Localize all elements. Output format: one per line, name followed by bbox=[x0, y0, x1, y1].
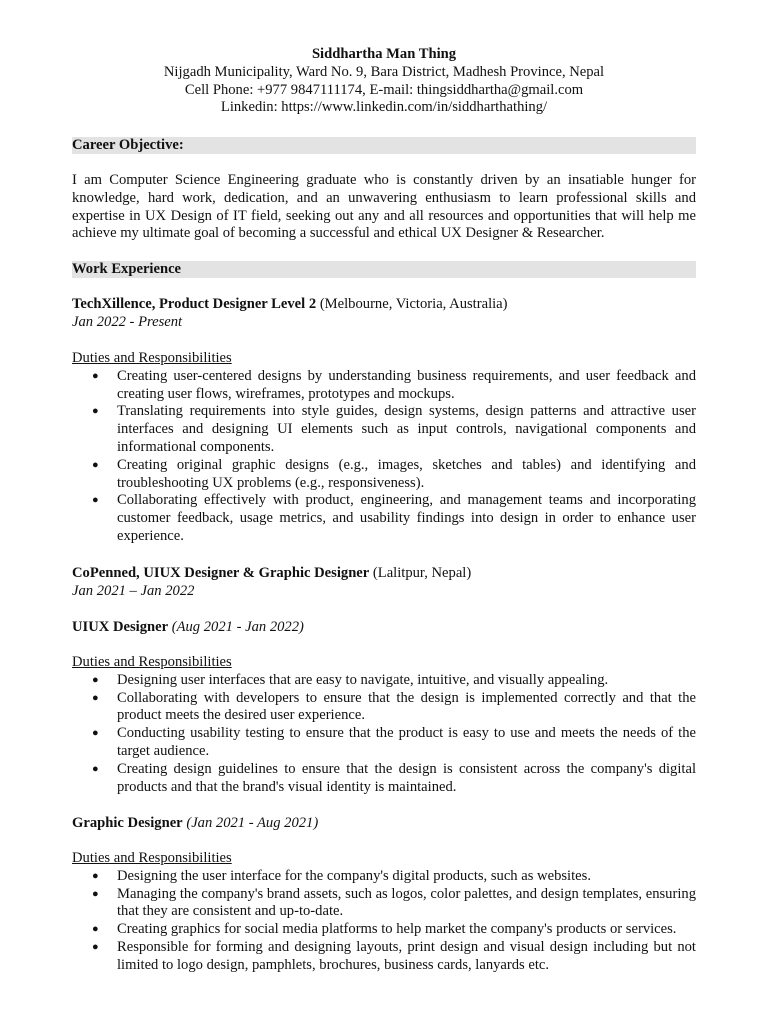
bullet-icon: ● bbox=[92, 494, 99, 507]
bullet-icon: ● bbox=[92, 405, 99, 418]
resume-header bbox=[72, 46, 696, 117]
duties-label: Duties and Responsibilities bbox=[72, 850, 232, 866]
list-item: ● Managing the company's brand assets, such as logos, color palettes, and design templates, ensuring that they are consistent and up-to-date. bbox=[92, 885, 696, 920]
list-item: ● Designing the user interface for the company's digital products, such as websites. bbox=[92, 867, 591, 884]
job-location: (Lalitpur, Nepal) bbox=[372, 565, 472, 581]
job-location: (Melbourne, Victoria, Australia) bbox=[319, 296, 508, 312]
career-objective-text: I am Computer Science Engineering graduate who is constantly driven by an insatiable hunger for knowledge, hard work, dedication, and an unwavering enthusiasm to learn professional skills and expertise in UX Design of IT field, seeking out any and all resources and opportunities that will help me achieve my ultimate goal of becoming a successful and ethical UX Designer & Researcher. bbox=[72, 172, 696, 242]
bullet-icon: ● bbox=[92, 762, 99, 775]
role-dates: (Aug 2021 - Jan 2022) bbox=[171, 619, 304, 635]
duties-section bbox=[72, 654, 696, 796]
bullet-icon: ● bbox=[92, 691, 99, 704]
list-item: ● Creating original graphic designs (e.g., images, sketches and tables) and identifying and troubleshooting UX problems (e.g., responsiveness). bbox=[92, 456, 696, 491]
list-item: ● Creating user-centered designs by understanding business requirements, and user feedback and creating user flows, wireframes, prototypes and mockups. bbox=[92, 367, 696, 402]
list-item: ● Creating graphics for social media platforms to help market the company's products or services. bbox=[92, 921, 677, 938]
job-title-line bbox=[72, 296, 696, 314]
job-copenned bbox=[72, 565, 696, 601]
role-dates: (Jan 2021 - Aug 2021) bbox=[186, 815, 319, 831]
bullet-icon: ● bbox=[92, 458, 99, 471]
role-uiux-designer bbox=[72, 619, 696, 637]
job-dates: Jan 2022 - Present bbox=[72, 313, 183, 330]
list-item: ● Creating design guidelines to ensure that the design is consistent across the company's digital products and that the brand's visual identity is maintained. bbox=[92, 760, 696, 795]
resume-page bbox=[72, 0, 696, 973]
list-item: ● Responsible for forming and designing layouts, print design and visual design including but not limited to logo design, pamphlets, brochures, business cards, lanyards etc. bbox=[92, 938, 696, 973]
address-line: Nijgadh Municipality, Ward No. 9, Bara District, Madhesh Province, Nepal bbox=[163, 63, 605, 80]
duties-list bbox=[72, 368, 696, 546]
job-techxillence bbox=[72, 296, 696, 332]
duties-label: Duties and Responsibilities bbox=[72, 350, 232, 366]
duties-section bbox=[72, 850, 696, 975]
job-dates: Jan 2021 – Jan 2022 bbox=[72, 582, 195, 599]
linkedin-line: Linkedin: https://www.linkedin.com/in/siddharthathing/ bbox=[220, 99, 548, 116]
role-title: UIUX Designer bbox=[72, 619, 169, 635]
list-item: ● Collaborating with developers to ensure that the design is implemented correctly and that the product meets the desired user experience. bbox=[92, 689, 696, 724]
job-title: TechXillence, Product Designer Level 2 bbox=[72, 296, 317, 312]
job-title: CoPenned, UIUX Designer & Graphic Designer bbox=[72, 565, 370, 581]
bullet-icon: ● bbox=[92, 673, 99, 686]
bullet-icon: ● bbox=[92, 940, 99, 953]
bullet-icon: ● bbox=[92, 727, 99, 740]
role-title: Graphic Designer bbox=[72, 815, 183, 831]
career-objective-heading: Career Objective: bbox=[72, 137, 696, 154]
job-title-line bbox=[72, 565, 696, 583]
list-item: ● Designing user interfaces that are easy to navigate, intuitive, and visually appealing. bbox=[92, 671, 609, 688]
role-graphic-designer bbox=[72, 815, 696, 833]
candidate-name: Siddhartha Man Thing bbox=[311, 46, 457, 62]
duties-section bbox=[72, 350, 696, 546]
duties-list bbox=[72, 868, 696, 975]
list-item: ● Translating requirements into style guides, design systems, design patterns and attractive user interfaces and designing UI elements such as input controls, navigational components and informational components. bbox=[92, 403, 696, 455]
contact-line: Cell Phone: +977 9847111174, E-mail: thingsiddhartha@gmail.com bbox=[184, 81, 584, 98]
work-experience-heading: Work Experience bbox=[72, 261, 696, 278]
bullet-icon: ● bbox=[92, 869, 99, 882]
bullet-icon: ● bbox=[92, 887, 99, 900]
list-item: ● Collaborating effectively with product, engineering, and management teams and incorporating customer feedback, usage metrics, and usability findings into design in order to enhance user experience. bbox=[92, 492, 696, 544]
bullet-icon: ● bbox=[92, 923, 99, 936]
list-item: ● Conducting usability testing to ensure that the product is easy to use and meets the needs of the target audience. bbox=[92, 725, 696, 759]
duties-list bbox=[72, 672, 696, 797]
bullet-icon: ● bbox=[92, 369, 99, 382]
duties-label: Duties and Responsibilities bbox=[72, 654, 232, 670]
